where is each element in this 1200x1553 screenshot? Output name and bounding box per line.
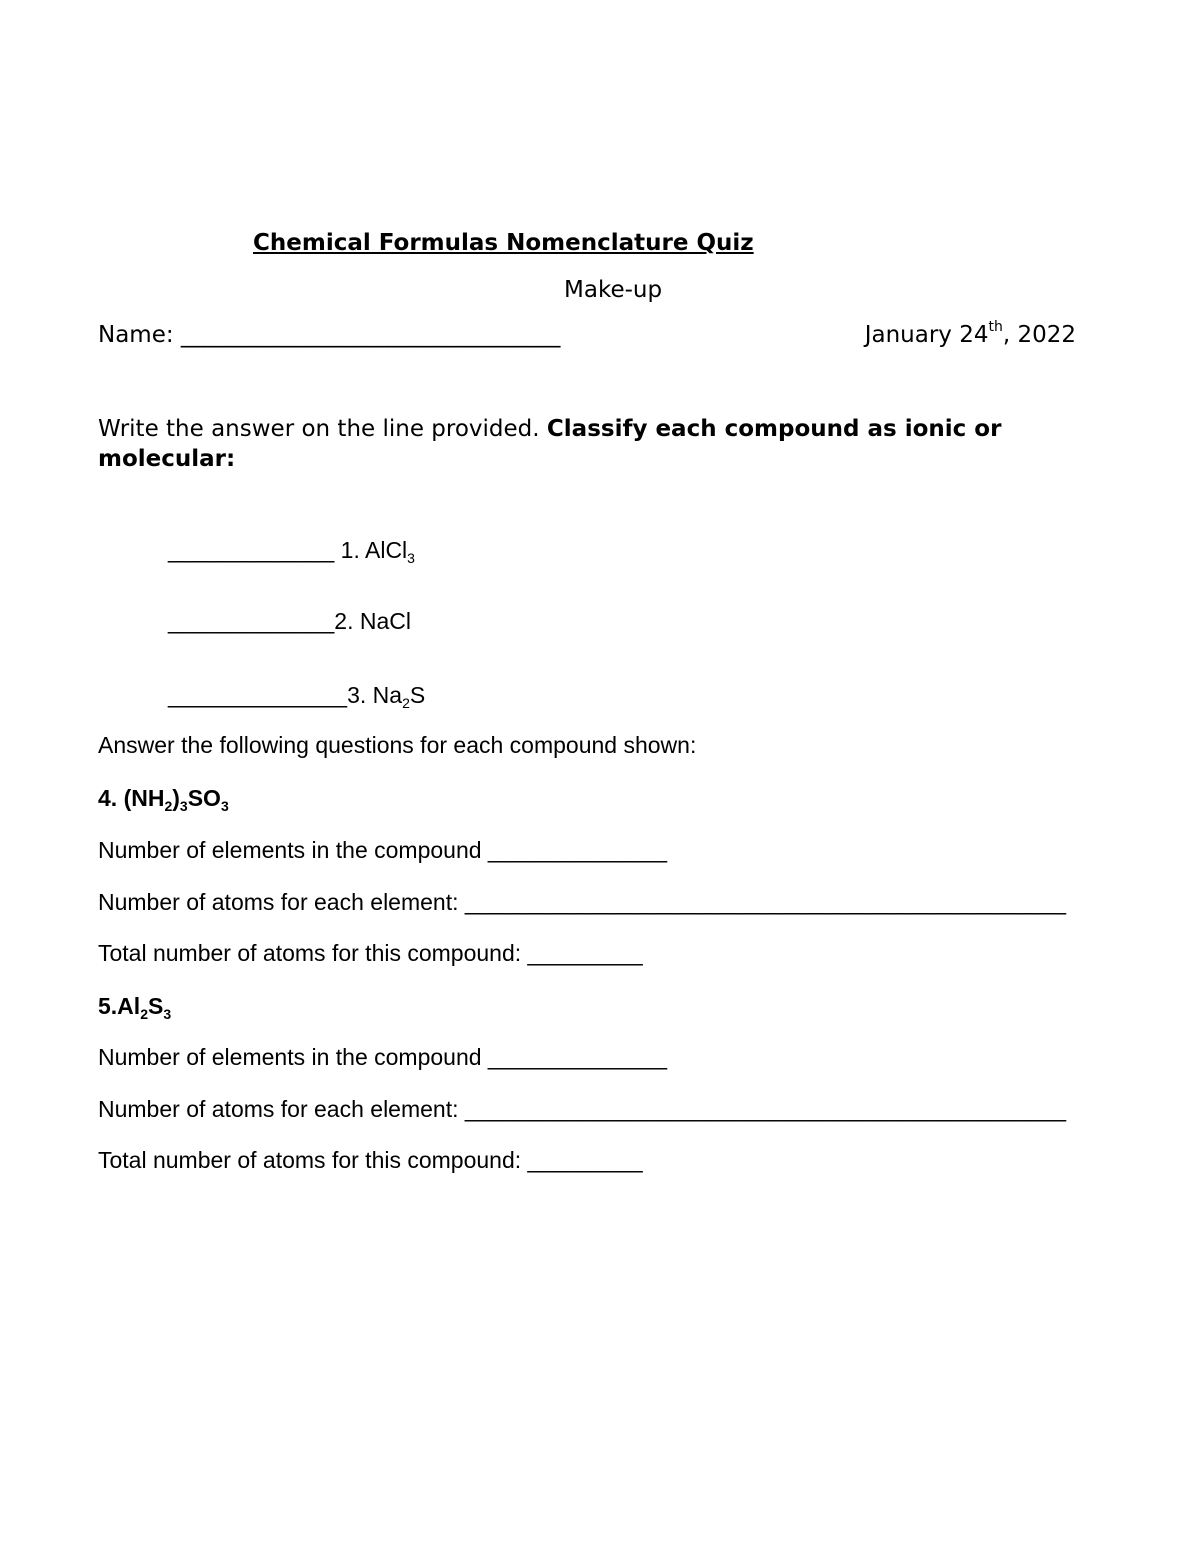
- instructions-text: Write the answer on the line provided.: [98, 416, 547, 442]
- q4-total-line[interactable]: Total number of atoms for this compound: _________: [98, 940, 643, 966]
- subscript: 2: [140, 1006, 148, 1022]
- q5-atoms-each-line[interactable]: Number of atoms for each element: _______________________________________________: [98, 1096, 1067, 1122]
- quiz-title: Chemical Formulas Nomenclature Quiz: [253, 230, 754, 256]
- formula-part: 4. (NH: [98, 785, 165, 811]
- subscript: 3: [407, 550, 415, 566]
- compound-label: 3. Na: [347, 682, 403, 708]
- quiz-subtitle: Make-up: [564, 277, 663, 303]
- classify-item-1: [168, 537, 415, 566]
- formula-part: ): [172, 785, 180, 811]
- q4-atoms-each-line[interactable]: Number of atoms for each element: _______________________________________________: [98, 889, 1067, 915]
- classify-item-3: [168, 682, 426, 711]
- formula-part: SO: [187, 785, 221, 811]
- question-5-formula: [98, 993, 172, 1022]
- formula-part: 5.Al: [98, 993, 141, 1019]
- name-blank[interactable]: _________________________________: [180, 322, 561, 348]
- subscript: 3: [179, 798, 188, 814]
- formula-part: S: [147, 993, 164, 1019]
- question-4-formula: [98, 785, 229, 814]
- instructions-bold: Classify each compound as ionic or molecular:: [98, 416, 1002, 472]
- subscript: 3: [220, 798, 229, 814]
- date-main: January 24: [864, 322, 989, 348]
- classify-item-2: [168, 610, 411, 633]
- q5-total-line[interactable]: Total number of atoms for this compound: _________: [98, 1147, 643, 1173]
- compound-label: 1. AlCl: [334, 537, 408, 563]
- q5-elements-line[interactable]: Number of elements in the compound ______________: [98, 1044, 668, 1070]
- date-ordinal: th: [988, 319, 1003, 335]
- name-label: Name:: [98, 322, 181, 348]
- compound-tail: S: [409, 682, 426, 708]
- q4-elements-line[interactable]: Number of elements in the compound ______________: [98, 837, 668, 863]
- compound-label: 2. NaCl: [334, 608, 411, 634]
- subscript: 2: [402, 695, 410, 711]
- instructions: [98, 414, 1058, 474]
- answer-blank[interactable]: _____________: [168, 608, 335, 634]
- date-year: , 2022: [1002, 322, 1076, 348]
- answer-blank[interactable]: _____________: [168, 537, 335, 563]
- subscript: 2: [164, 798, 173, 814]
- quiz-date: [864, 319, 1076, 348]
- section-heading: Answer the following questions for each compound shown:: [98, 732, 697, 758]
- answer-blank[interactable]: ______________: [168, 682, 348, 708]
- subscript: 3: [163, 1006, 172, 1022]
- name-row: [98, 324, 560, 347]
